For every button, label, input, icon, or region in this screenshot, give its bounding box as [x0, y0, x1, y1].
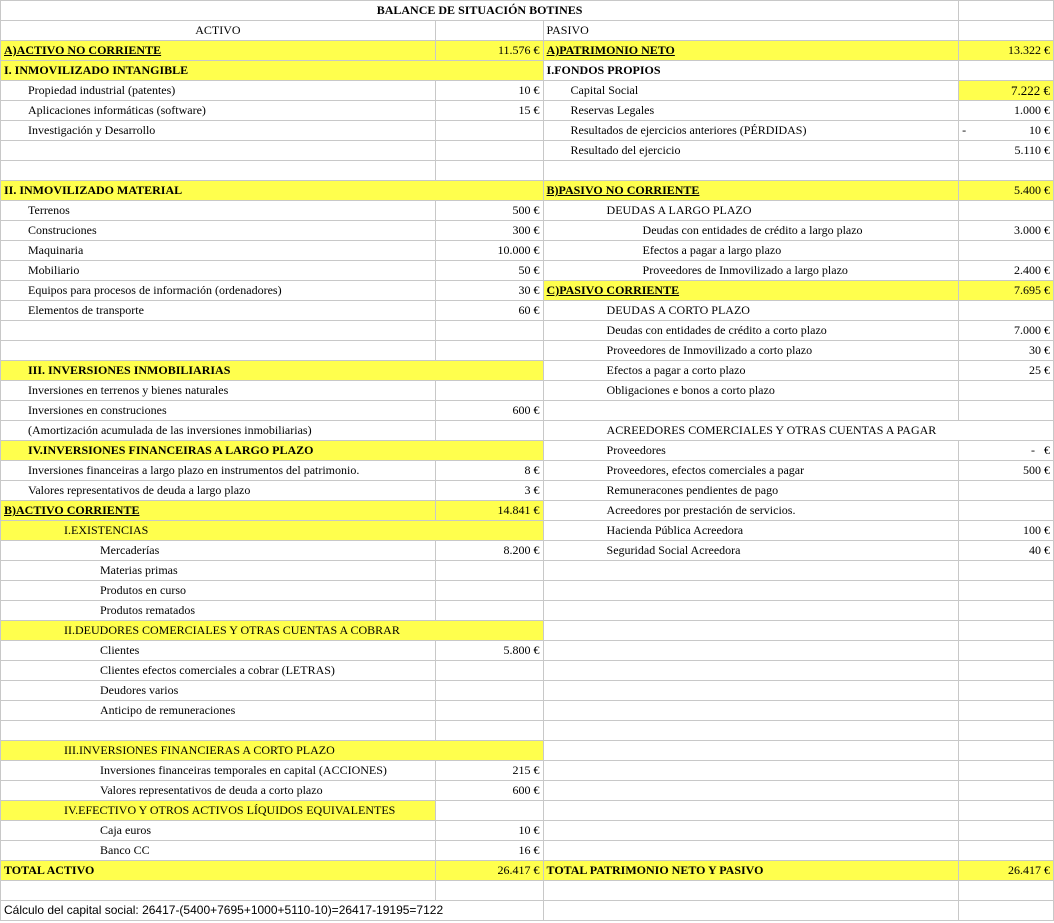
cell-label[interactable]: Reservas Legales — [543, 101, 959, 121]
table-row — [1, 821, 1054, 841]
cell-value[interactable] — [959, 621, 1054, 641]
cell-label[interactable]: Maquinaria — [1, 241, 436, 261]
cell-value[interactable] — [959, 801, 1054, 821]
pasivo-header[interactable]: PASIVO — [543, 21, 959, 41]
cell-value[interactable] — [435, 161, 543, 181]
cell-label[interactable]: Inversiones en construciones — [1, 401, 436, 421]
cell-value[interactable] — [959, 721, 1054, 741]
activo-header[interactable]: ACTIVO — [1, 21, 436, 41]
cell-label[interactable] — [543, 741, 959, 761]
table-row — [1, 741, 1054, 761]
activo-no-corriente-value[interactable]: 11.576 € — [435, 41, 543, 61]
cell-value[interactable] — [959, 641, 1054, 661]
cell-label[interactable]: Clientes efectos comerciales a cobrar (LETRAS) — [1, 661, 436, 681]
cell-value[interactable] — [959, 841, 1054, 861]
cell-value[interactable] — [959, 381, 1054, 401]
cell-label[interactable]: Efectos a pagar a corto plazo — [543, 361, 959, 381]
cell-value[interactable] — [959, 441, 1054, 461]
cell-value[interactable]: 3.000 € — [959, 221, 1054, 241]
patrimonio-neto-label[interactable]: A)PATRIMONIO NETO — [543, 41, 959, 61]
cell-value[interactable] — [435, 421, 543, 441]
existencias-label[interactable]: I.EXISTENCIAS — [1, 521, 544, 541]
cell-value[interactable] — [435, 701, 543, 721]
cell-value[interactable]: 15 € — [435, 101, 543, 121]
cell-value[interactable] — [435, 801, 543, 821]
table-row — [1, 601, 1054, 621]
cell-label[interactable] — [1, 161, 436, 181]
table-row — [1, 61, 1054, 81]
cell-value[interactable] — [959, 761, 1054, 781]
cell-value[interactable]: 8.200 € — [435, 541, 543, 561]
cell-label[interactable]: Propiedad industrial (patentes) — [1, 81, 436, 101]
cell-value[interactable] — [435, 661, 543, 681]
cell-label[interactable]: Remuneracones pendientes de pago — [543, 481, 959, 501]
cell-label[interactable]: Efectos a pagar a largo plazo — [543, 241, 959, 261]
cell-value[interactable]: 215 € — [435, 761, 543, 781]
cell-value[interactable]: 600 € — [435, 401, 543, 421]
cell-value[interactable]: 7.000 € — [959, 321, 1054, 341]
cell-label[interactable]: (Amortización acumulada de las inversiones inmobiliarias) — [1, 421, 436, 441]
cell-value[interactable] — [435, 121, 543, 141]
cell-value[interactable] — [435, 721, 543, 741]
pasivo-corriente-value[interactable]: 7.695 € — [959, 281, 1054, 301]
pasivo-no-corriente-value[interactable]: 5.400 € — [959, 181, 1054, 201]
cell-value[interactable]: 8 € — [435, 461, 543, 481]
cell-label[interactable]: Terrenos — [1, 201, 436, 221]
cell-value[interactable] — [435, 561, 543, 581]
inversiones-financieras-lp-label[interactable]: IV.INVERSIONES FINANCEIRAS A LARGO PLAZO — [1, 441, 544, 461]
fondos-propios-label[interactable]: I.FONDOS PROPIOS — [543, 61, 959, 81]
table-row — [1, 561, 1054, 581]
table-row — [1, 761, 1054, 781]
cell-label[interactable]: Proveedores, efectos comerciales a pagar — [543, 461, 959, 481]
cell-value[interactable] — [959, 61, 1054, 81]
cell-label[interactable]: Deudas con entidades de crédito a corto plazo — [543, 321, 959, 341]
table-row — [1, 481, 1054, 501]
cell-label[interactable] — [543, 401, 959, 421]
cell-value[interactable] — [959, 501, 1054, 521]
empty-cell[interactable] — [435, 21, 543, 41]
table-row — [1, 681, 1054, 701]
cell-label[interactable]: Valores representativos de deuda a largo plazo — [1, 481, 436, 501]
table-row — [1, 201, 1054, 221]
cell-value[interactable] — [435, 321, 543, 341]
cell-label[interactable]: Construciones — [1, 221, 436, 241]
cell-label[interactable]: Produtos rematados — [1, 601, 436, 621]
cell-number: € — [1044, 443, 1050, 457]
cell-value[interactable] — [435, 341, 543, 361]
cell-label[interactable]: Equipos para procesos de información (ordenadores) — [1, 281, 436, 301]
inversiones-inmobiliarias-label[interactable]: III. INVERSIONES INMOBILIARIAS — [1, 361, 544, 381]
cell-label[interactable] — [543, 841, 959, 861]
efectivo-label[interactable]: IV.EFECTIVO Y OTROS ACTIVOS LÍQUIDOS EQUIVALENTES — [1, 801, 436, 821]
patrimonio-neto-value[interactable]: 13.322 € — [959, 41, 1054, 61]
cell-label[interactable] — [543, 661, 959, 681]
cell-value[interactable]: 5.800 € — [435, 641, 543, 661]
cell-value[interactable]: 30 € — [959, 341, 1054, 361]
table-row — [1, 241, 1054, 261]
cell-value[interactable]: 300 € — [435, 221, 543, 241]
table-row — [1, 661, 1054, 681]
cell-label[interactable] — [1, 321, 436, 341]
cell-label[interactable] — [1, 881, 436, 901]
cell-label[interactable]: Mobiliario — [1, 261, 436, 281]
total-activo-value[interactable]: 26.417 € — [435, 861, 543, 881]
capital-social-label[interactable]: Capital Social — [543, 81, 959, 101]
cell-label[interactable] — [543, 821, 959, 841]
cell-label[interactable] — [543, 761, 959, 781]
cell-value[interactable] — [959, 161, 1054, 181]
cell-label[interactable]: Resultados de ejercicios anteriores (PÉRDIDAS) — [543, 121, 959, 141]
cell-label[interactable]: Acreedores por prestación de servicios. — [543, 501, 959, 521]
cell-label[interactable]: Deudas con entidades de crédito a largo plazo — [543, 221, 959, 241]
deudas-largo-plazo-label[interactable]: DEUDAS A LARGO PLAZO — [543, 201, 959, 221]
cell-label[interactable] — [543, 801, 959, 821]
table-row — [1, 121, 1054, 141]
table-row — [1, 261, 1054, 281]
table-row — [1, 41, 1054, 61]
footnote[interactable]: Cálculo del capital social: 26417-(5400+7695+1000+5110-10)=26417-19195=7122 — [1, 901, 544, 921]
cell-label[interactable]: Deudores varios — [1, 681, 436, 701]
total-activo-label[interactable]: TOTAL ACTIVO — [1, 861, 436, 881]
cell-label[interactable]: Seguridad Social Acreedora — [543, 541, 959, 561]
cell-number: 10 € — [1029, 123, 1050, 137]
cell-label[interactable] — [543, 561, 959, 581]
cell-value[interactable]: 100 € — [959, 521, 1054, 541]
table-row — [1, 81, 1054, 101]
cell-label[interactable]: Hacienda Pública Acreedora — [543, 521, 959, 541]
sheet-title[interactable]: BALANCE DE SITUACIÓN BOTINES — [1, 1, 959, 21]
table-row — [1, 441, 1054, 461]
empty-cell[interactable] — [959, 1, 1054, 21]
total-pasivo-value[interactable]: 26.417 € — [959, 861, 1054, 881]
table-row — [1, 301, 1054, 321]
cell-value[interactable] — [959, 481, 1054, 501]
inmovilizado-intangible-label[interactable]: I. INMOVILIZADO INTANGIBLE — [1, 61, 544, 81]
cell-value[interactable] — [959, 301, 1054, 321]
cell-value[interactable]: 600 € — [435, 781, 543, 801]
cell-label[interactable]: Materias primas — [1, 561, 436, 581]
cell-value[interactable] — [959, 561, 1054, 581]
table-row — [1, 381, 1054, 401]
pasivo-no-corriente-label[interactable]: B)PASIVO NO CORRIENTE — [543, 181, 959, 201]
cell-label[interactable]: Anticipo de remuneraciones — [1, 701, 436, 721]
minus-sign: - — [962, 123, 967, 137]
cell-label[interactable]: Valores representativos de deuda a corto plazo — [1, 781, 436, 801]
cell-value[interactable] — [435, 141, 543, 161]
cell-value[interactable] — [959, 601, 1054, 621]
cell-label[interactable] — [1, 141, 436, 161]
cell-label[interactable]: Obligaciones e bonos a corto plazo — [543, 381, 959, 401]
cell-value[interactable]: 10 € — [435, 821, 543, 841]
cell-label[interactable] — [543, 721, 959, 741]
cell-value[interactable]: 5.110 € — [959, 141, 1054, 161]
table-row — [1, 721, 1054, 741]
cell-value[interactable] — [959, 741, 1054, 761]
cell-label[interactable] — [543, 581, 959, 601]
cell-label[interactable]: Resultado del ejercicio — [543, 141, 959, 161]
capital-social-value[interactable]: 7.222 € — [959, 81, 1054, 101]
cell-label[interactable]: Caja euros — [1, 821, 436, 841]
acreedores-comerciales-label[interactable]: ACREEDORES COMERCIALES Y OTRAS CUENTAS A PAGAR — [543, 421, 1053, 441]
cell-value[interactable]: 500 € — [435, 201, 543, 221]
table-row — [1, 581, 1054, 601]
table-row — [1, 281, 1054, 301]
cell-label[interactable]: Inversiones en terrenos y bienes naturales — [1, 381, 436, 401]
cell-label[interactable] — [543, 601, 959, 621]
table-row — [1, 881, 1054, 901]
cell-value[interactable] — [959, 821, 1054, 841]
cell-label[interactable] — [543, 621, 959, 641]
cell-value[interactable]: 30 € — [435, 281, 543, 301]
table-row — [1, 341, 1054, 361]
cell-label[interactable]: Banco CC — [1, 841, 436, 861]
cell-label[interactable]: Inversiones financeiras a largo plazo en instrumentos del patrimonio. — [1, 461, 436, 481]
cell-label[interactable]: Proveedores — [543, 441, 959, 461]
cell-label[interactable] — [543, 881, 959, 901]
cell-label[interactable]: Produtos en curso — [1, 581, 436, 601]
activo-no-corriente-label[interactable]: A)ACTIVO NO CORRIENTE — [1, 41, 436, 61]
cell-value[interactable] — [435, 881, 543, 901]
empty-cell[interactable] — [959, 21, 1054, 41]
activo-corriente-label[interactable]: B)ACTIVO CORRIENTE — [1, 501, 436, 521]
cell-value[interactable]: 2.400 € — [959, 261, 1054, 281]
cell-label[interactable]: Clientes — [1, 641, 436, 661]
cell-label[interactable]: Elementos de transporte — [1, 301, 436, 321]
cell-value[interactable] — [435, 381, 543, 401]
pasivo-corriente-label[interactable]: C)PASIVO CORRIENTE — [543, 281, 959, 301]
cell-label[interactable]: Mercaderías — [1, 541, 436, 561]
cell-value[interactable] — [959, 661, 1054, 681]
cell-value[interactable]: 1.000 € — [959, 101, 1054, 121]
cell-label[interactable] — [543, 161, 959, 181]
cell-value[interactable] — [959, 781, 1054, 801]
cell-value[interactable]: 3 € — [435, 481, 543, 501]
table-row — [1, 641, 1054, 661]
cell-label[interactable] — [543, 641, 959, 661]
cell-label[interactable]: Proveedores de Inmovilizado a largo plazo — [543, 261, 959, 281]
table-row — [1, 321, 1054, 341]
cell-value[interactable]: 50 € — [435, 261, 543, 281]
table-row — [1, 361, 1054, 381]
cell-value[interactable] — [435, 601, 543, 621]
cell-value[interactable] — [435, 581, 543, 601]
table-row — [1, 841, 1054, 861]
table-row — [1, 501, 1054, 521]
table-row — [1, 401, 1054, 421]
inversiones-financieras-cp-label[interactable]: III.INVERSIONES FINANCIERAS A CORTO PLAZO — [1, 741, 544, 761]
cell-label[interactable]: Aplicaciones informáticas (software) — [1, 101, 436, 121]
table-row — [1, 101, 1054, 121]
cell-label[interactable]: Inversiones financeiras temporales en capital (ACCIONES) — [1, 761, 436, 781]
inmovilizado-material-label[interactable]: II. INMOVILIZADO MATERIAL — [1, 181, 544, 201]
deudores-comerciales-label[interactable]: II.DEUDORES COMERCIALES Y OTRAS CUENTAS A COBRAR — [1, 621, 544, 641]
cell-value[interactable]: 10 € — [435, 81, 543, 101]
table-row — [1, 781, 1054, 801]
cell-value[interactable]: 25 € — [959, 361, 1054, 381]
cell-value[interactable] — [959, 701, 1054, 721]
table-row — [1, 421, 1054, 441]
table-row — [1, 161, 1054, 181]
table-row — [1, 221, 1054, 241]
total-pasivo-label[interactable]: TOTAL PATRIMONIO NETO Y PASIVO — [543, 861, 959, 881]
cell-label[interactable]: Proveedores de Inmovilizado a corto plazo — [543, 341, 959, 361]
cell-value[interactable] — [435, 681, 543, 701]
header-row — [1, 21, 1054, 41]
table-row — [1, 541, 1054, 561]
cell-value[interactable] — [959, 681, 1054, 701]
cell-value[interactable]: 16 € — [435, 841, 543, 861]
table-row — [1, 861, 1054, 881]
table-row — [1, 521, 1054, 541]
cell-value[interactable] — [959, 881, 1054, 901]
table-row — [1, 461, 1054, 481]
table-row — [1, 181, 1054, 201]
minus-sign: - — [1031, 443, 1035, 457]
cell-value[interactable] — [959, 401, 1054, 421]
cell-label[interactable] — [543, 701, 959, 721]
table-row — [1, 621, 1054, 641]
table-row — [1, 701, 1054, 721]
cell-value[interactable]: 10.000 € — [435, 241, 543, 261]
empty-cell[interactable] — [543, 901, 959, 921]
cell-label[interactable]: Investigación y Desarrollo — [1, 121, 436, 141]
cell-value[interactable] — [959, 201, 1054, 221]
footnote-row — [1, 901, 1054, 921]
cell-value[interactable]: 40 € — [959, 541, 1054, 561]
cell-label[interactable] — [543, 781, 959, 801]
title-row — [1, 1, 1054, 21]
table-row — [1, 141, 1054, 161]
cell-label[interactable] — [1, 341, 436, 361]
deudas-corto-plazo-label[interactable]: DEUDAS A CORTO PLAZO — [543, 301, 959, 321]
cell-value[interactable] — [959, 581, 1054, 601]
cell-label[interactable] — [543, 681, 959, 701]
cell-value[interactable] — [959, 121, 1054, 141]
cell-value[interactable]: 60 € — [435, 301, 543, 321]
activo-corriente-value[interactable]: 14.841 € — [435, 501, 543, 521]
cell-value[interactable]: 500 € — [959, 461, 1054, 481]
cell-value[interactable] — [959, 241, 1054, 261]
table-row — [1, 801, 1054, 821]
cell-label[interactable] — [1, 721, 436, 741]
empty-cell[interactable] — [959, 901, 1054, 921]
